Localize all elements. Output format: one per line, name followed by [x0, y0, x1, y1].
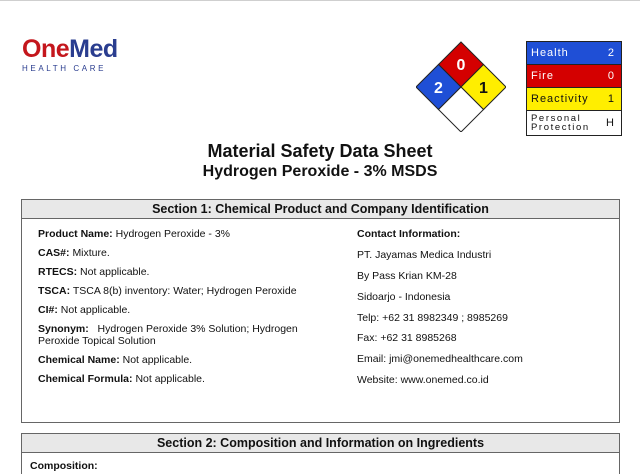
email: Email: jmi@onemedhealthcare.com [357, 353, 523, 366]
section-1-box [21, 199, 620, 423]
composition-label: Composition: [30, 460, 98, 472]
hmis-health-row [527, 42, 621, 65]
hmis-ppe-value: H [606, 117, 615, 129]
document-title: Material Safety Data Sheet [207, 141, 433, 161]
hmis-health-label: Health [531, 47, 569, 59]
fax: Fax: +62 31 8985268 [357, 332, 457, 345]
hmis-ppe-label-line1: Personal [531, 113, 582, 124]
hmis-ppe-label [531, 114, 590, 132]
onemed-logo [22, 36, 132, 73]
tsca-value: TSCA 8(b) inventory: Water; Hydrogen Peroxide [72, 285, 297, 297]
nfpa-health-value: 2 [434, 80, 443, 97]
telephone: Telp: +62 31 8982349 ; 8985269 [357, 311, 508, 324]
section-1-heading: Section 1: Chemical Product and Company Identification [22, 200, 619, 219]
contact-info-column [357, 228, 607, 395]
tsca-label: TSCA: [38, 285, 71, 297]
chemical-formula-label: Chemical Formula: [38, 373, 133, 385]
product-info-column [38, 228, 328, 392]
hmis-reactivity-label: Reactivity [531, 93, 589, 105]
hmis-fire-row [527, 65, 621, 88]
hmis-reactivity-value: 1 [607, 93, 615, 105]
logo-word-one: One [22, 35, 70, 63]
cas-value: Mixture. [72, 247, 110, 259]
chemical-name-label: Chemical Name: [38, 354, 120, 366]
hmis-fire-label: Fire [531, 70, 554, 82]
hmis-label [526, 41, 622, 136]
hmis-reactivity-row [527, 88, 621, 111]
website: Website: www.onemed.co.id [357, 374, 489, 387]
logo-tagline: HEALTH CARE [22, 64, 107, 73]
section-2-box [21, 433, 620, 474]
address-line-1: By Pass Krian KM-28 [357, 269, 457, 282]
rtecs-value: Not applicable. [80, 266, 150, 278]
rtecs-field [38, 266, 328, 278]
chemical-name-field [38, 354, 328, 366]
tsca-field [38, 285, 328, 297]
product-name-label: Product Name: [38, 228, 113, 240]
ci-value: Not applicable. [60, 304, 131, 316]
product-name-field [38, 228, 328, 240]
cas-field [38, 247, 328, 259]
company-name: PT. Jayamas Medica Industri [357, 248, 492, 261]
synonym-field [38, 323, 328, 347]
product-name-value: Hydrogen Peroxide - 3% [115, 228, 231, 240]
nfpa-reactivity-value: 1 [479, 80, 488, 97]
hmis-health-value: 2 [607, 47, 615, 59]
rtecs-label: RTECS: [38, 266, 78, 278]
document-subtitle: Hydrogen Peroxide - 3% MSDS [202, 163, 438, 180]
ci-field [38, 304, 328, 316]
section-2-heading: Section 2: Composition and Information on Ingredients [22, 434, 619, 453]
contact-heading: Contact Information: [357, 228, 461, 240]
hmis-fire-value: 0 [607, 70, 615, 82]
synonym-label: Synonym: [38, 323, 89, 335]
chemical-name-value: Not applicable. [122, 354, 193, 366]
hmis-ppe-row [527, 111, 621, 135]
logo-word-med: Med [69, 35, 118, 63]
chemical-formula-value: Not applicable. [135, 373, 205, 385]
logo-wordmark [22, 36, 132, 62]
synonym-value: Hydrogen Peroxide 3% Solution; Hydrogen Peroxide Topical Solution [38, 323, 298, 347]
nfpa-diamond [416, 40, 506, 132]
top-border [0, 0, 640, 1]
cas-label: CAS#: [38, 247, 70, 259]
nfpa-fire-value: 0 [456, 57, 466, 74]
address-line-2: Sidoarjo - Indonesia [357, 290, 451, 303]
chemical-formula-field [38, 373, 328, 385]
ci-label: CI#: [38, 304, 58, 316]
hmis-ppe-label-line2: Protection [531, 122, 590, 133]
